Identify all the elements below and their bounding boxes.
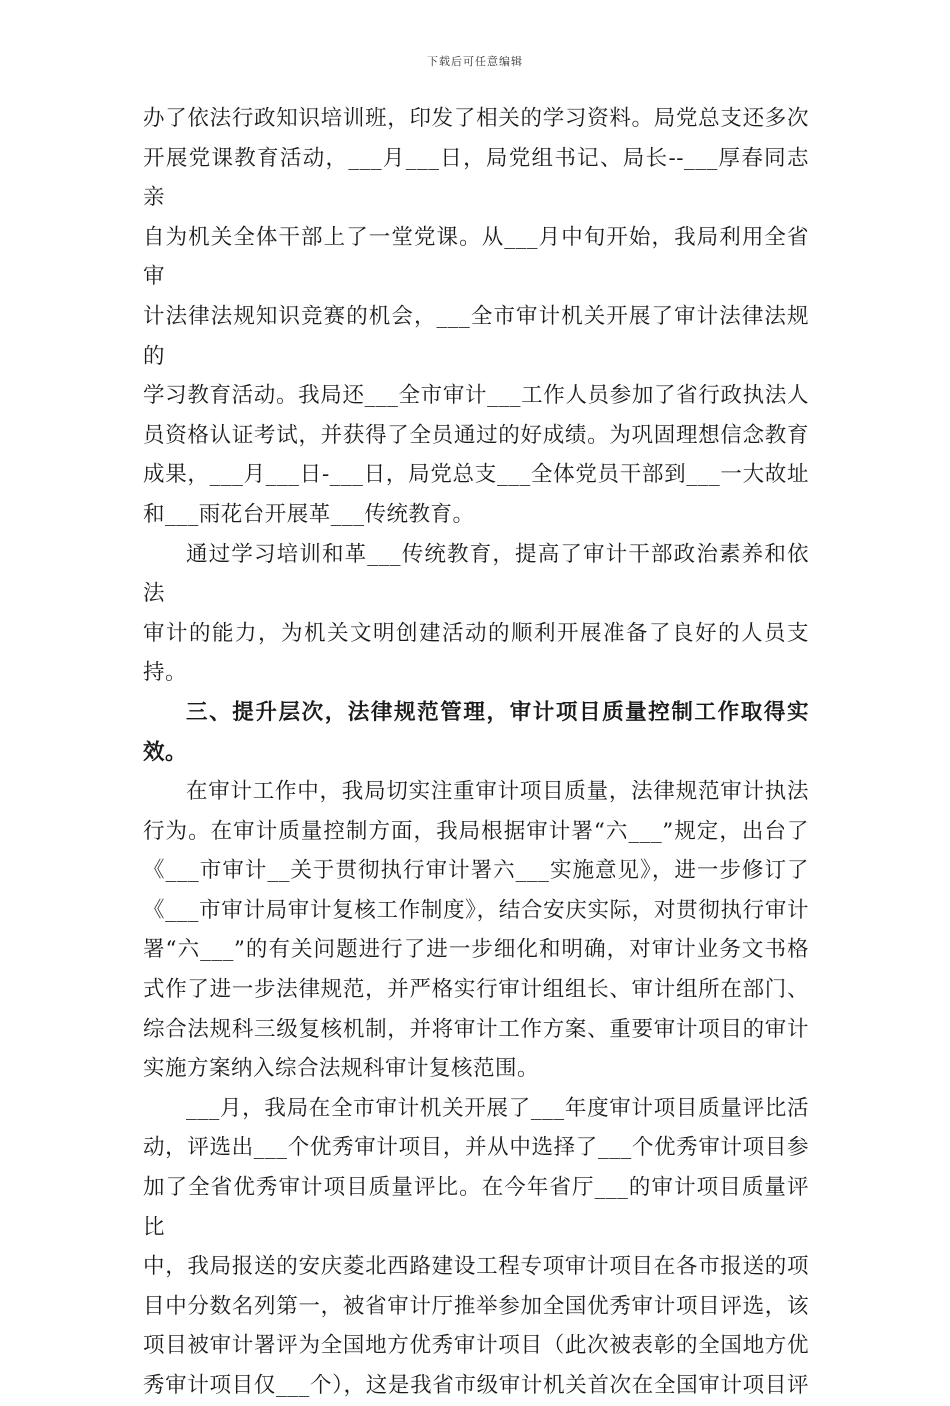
- page-header: 下载后可任意编辑: [427, 55, 523, 68]
- text-line: 自为机关全体干部上了一堂党课。从___月中旬开始，我局利用全省审: [143, 224, 809, 290]
- text-line: 计法律法规知识竞赛的机会，___全市审计机关开展了审计法律法规的: [143, 303, 809, 369]
- text-line: 行为。在审计质量控制方面，我局根据审计署“六___”规定，出台了: [143, 818, 809, 844]
- text-line: 项目被审计署评为全国地方优秀审计项目（此次被表彰的全国地方优: [143, 1333, 809, 1359]
- text-line: 目中分数名列第一，被省审计厅推举参加全国优秀审计项目评选，该: [143, 1293, 809, 1319]
- text-line: 署“六___”的有关问题进行了进一步细化和明确，对审计业务文书格: [143, 937, 809, 963]
- text-line: 在审计工作中，我局切实注重审计项目质量，法律规范审计执法: [186, 779, 809, 805]
- document-body: [143, 99, 809, 1406]
- text-line: 成果，___月___日-___日，局党总支___全体党员干部到___一大故址: [143, 462, 809, 488]
- text-line: 开展党课教育活动，___月___日，局党组书记、局长--___厚春同志亲: [143, 145, 809, 211]
- text-line: 综合法规科三级复核机制，并将审计工作方案、重要审计项目的审计: [143, 1016, 809, 1042]
- text-line: ___月，我局在全市审计机关开展了___年度审计项目质量评比活: [186, 1095, 809, 1121]
- text-line: 员资格认证考试，并获得了全员通过的好成绩。为巩固理想信念教育: [143, 422, 809, 448]
- text-line: 秀审计项目仅___个），这是我省市级审计机关首次在全国审计项目评: [143, 1373, 809, 1398]
- text-line: 通过学习培训和革___传统教育，提高了审计干部政治素养和依法: [143, 541, 809, 607]
- text-line: 实施方案纳入综合法规科审计复核范围。: [143, 1056, 540, 1082]
- text-line: 《___市审计__关于贯彻执行审计署六___实施意见》，进一步修订了: [143, 858, 809, 884]
- section-heading: 三、提升层次，法律规范管理，审计项目质量控制工作取得实效。: [143, 699, 809, 765]
- text-line: 学习教育活动。我局还___全市审计___工作人员参加了省行政执法人: [143, 383, 809, 409]
- text-line: 中，我局报送的安庆菱北西路建设工程专项审计项目在各市报送的项: [143, 1254, 809, 1280]
- text-line: 办了依法行政知识培训班，印发了相关的学习资料。局党总支还多次: [143, 106, 809, 131]
- text-line: 《___市审计局审计复核工作制度》，结合安庆实际，对贯彻执行审计: [143, 897, 809, 923]
- text-line: 审计的能力，为机关文明创建活动的顺利开展准备了良好的人员支持。: [143, 620, 809, 686]
- text-line: 和___雨花台开展革___传统教育。: [143, 501, 475, 527]
- text-line: 动，评选出___个优秀审计项目，并从中选择了___个优秀审计项目参: [143, 1135, 809, 1161]
- text-line: 加了全省优秀审计项目质量评比。在今年省厅___的审计项目质量评比: [143, 1175, 809, 1240]
- text-line: 式作了进一步法律规范，并严格实行审计组组长、审计组所在部门、: [143, 977, 809, 1003]
